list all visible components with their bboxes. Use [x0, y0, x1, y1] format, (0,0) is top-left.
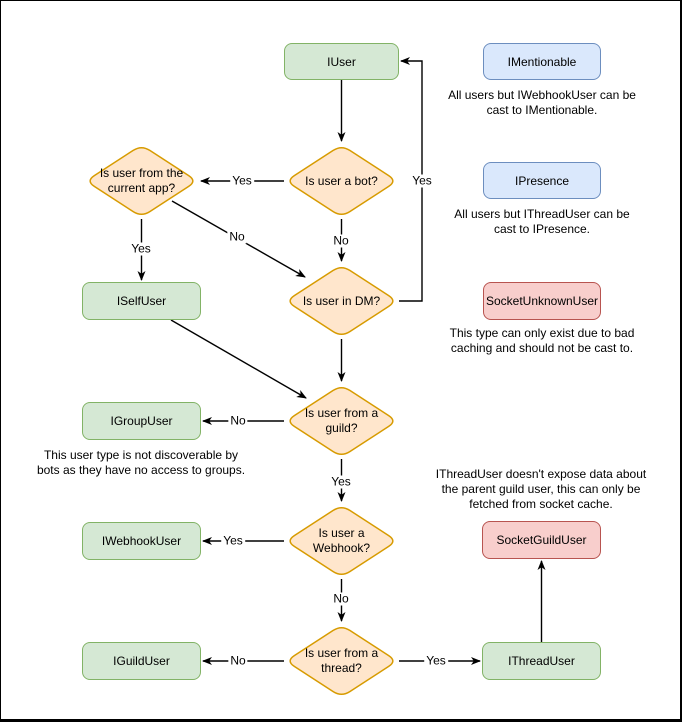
- edge-label-guild-yes: Yes: [331, 474, 351, 489]
- note-unknown-user: This type can only exist due to bad caching and should not be cast to.: [449, 326, 635, 355]
- node-iwebhookuser-label: IWebhookUser: [101, 534, 182, 548]
- decision-from-current-app-label: Is user from the current app?: [99, 166, 184, 195]
- decision-from-current-app: [84, 143, 199, 219]
- edge-label-dm-yes: Yes: [412, 173, 432, 188]
- decision-is-webhook-label: Is user a Webhook?: [312, 526, 371, 555]
- note-mentionable: All users but IWebhookUser can be cast to IMentionable.: [448, 88, 636, 117]
- decision-in-dm-label: Is user in DM?: [302, 293, 381, 308]
- node-socketunknownuser: [483, 282, 601, 320]
- node-iselfuser: [82, 282, 201, 320]
- node-igroupuser: [82, 402, 201, 440]
- decision-from-guild-label: Is user from a guild?: [304, 406, 379, 435]
- note-group-user: This user type is not discoverable by bots as they have no access to groups.: [36, 448, 246, 477]
- edge-label-thread-yes: Yes: [426, 653, 446, 668]
- decision-is-webhook: [284, 503, 399, 579]
- decision-in-dm: [284, 263, 399, 339]
- node-socketguilduser: [482, 521, 601, 559]
- node-iselfuser-label: ISelfUser: [116, 294, 167, 308]
- node-imentionable: [483, 43, 601, 80]
- edge-label-app-no: No: [229, 229, 245, 244]
- node-iguilduser-label: IGuildUser: [113, 654, 170, 668]
- node-iwebhookuser: [82, 522, 201, 560]
- node-iuser-label: IUser: [327, 54, 356, 69]
- node-ipresence: [483, 162, 601, 199]
- edge-label-guild-no: No: [230, 413, 246, 428]
- decision-is-bot: [284, 143, 399, 219]
- node-iuser: [284, 43, 399, 80]
- node-imentionable-label: IMentionable: [507, 54, 577, 69]
- node-socketguilduser-label: SocketGuildUser: [496, 533, 587, 547]
- edge-label-webhook-no: No: [333, 591, 349, 606]
- edge-label-thread-no: No: [230, 653, 246, 668]
- decision-from-thread: [284, 623, 399, 699]
- node-iguilduser: [82, 642, 201, 680]
- note-thread-user: IThreadUser doesn't expose data about the parent guild user, this can only be fetched from socket cache.: [435, 467, 647, 511]
- edge-label-bot-yes: Yes: [232, 173, 252, 188]
- edge-label-bot-no: No: [333, 233, 349, 248]
- edge-label-webhook-yes: Yes: [223, 533, 243, 548]
- node-socketunknownuser-label: SocketUnknownUser: [485, 294, 599, 308]
- node-ithreaduser-label: IThreadUser: [508, 654, 575, 668]
- decision-from-guild: [284, 383, 399, 459]
- node-ithreaduser: [482, 642, 601, 680]
- edge-label-app-yes: Yes: [131, 241, 151, 256]
- note-presence: All users but IThreadUser can be cast to IPresence.: [454, 207, 630, 236]
- decision-is-bot-label: Is user a bot?: [305, 173, 378, 188]
- node-ipresence-label: IPresence: [514, 173, 570, 188]
- decision-from-thread-label: Is user from a thread?: [304, 646, 379, 675]
- node-igroupuser-label: IGroupUser: [110, 414, 173, 428]
